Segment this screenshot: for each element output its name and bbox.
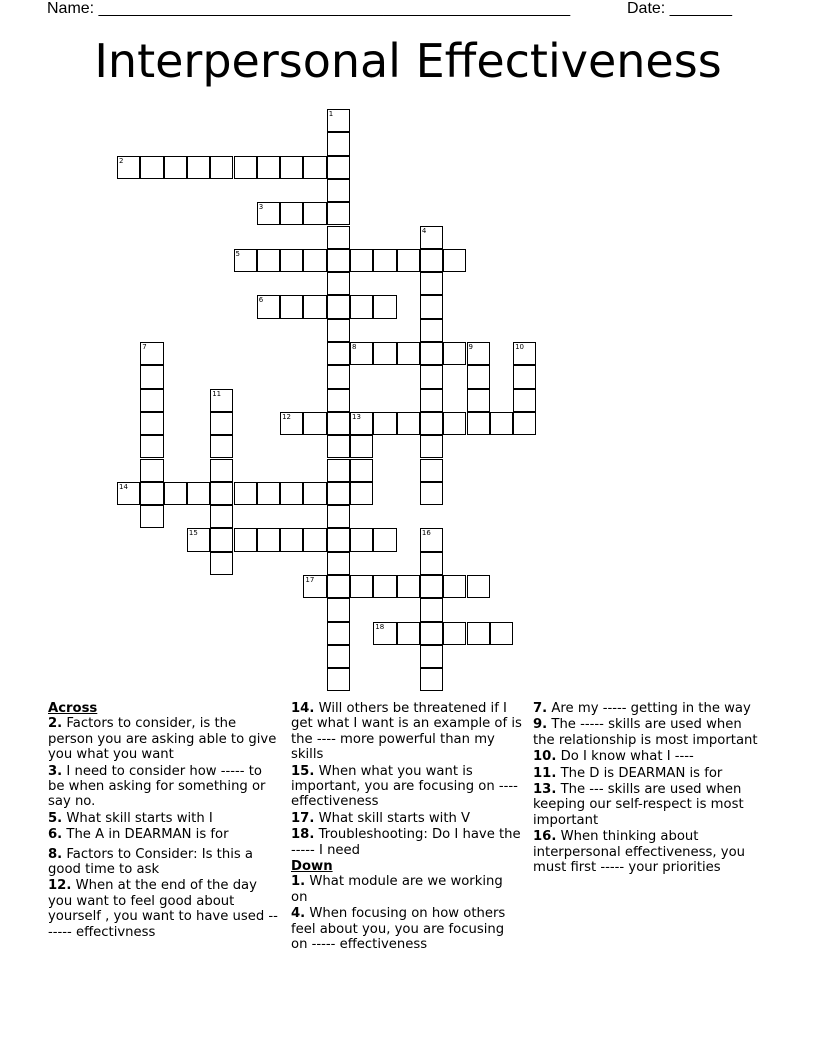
grid-cell[interactable]: [373, 528, 396, 551]
clue-across-15: 15. When what you want is important, you are focusing on ---- effectiveness: [291, 763, 518, 810]
grid-cell[interactable]: [303, 528, 326, 551]
grid-cell[interactable]: [467, 575, 490, 598]
grid-cell[interactable]: [280, 202, 303, 225]
grid-cell[interactable]: [303, 249, 326, 272]
grid-cell[interactable]: [327, 459, 350, 482]
grid-cell[interactable]: [327, 622, 350, 645]
grid-cell[interactable]: [280, 482, 303, 505]
grid-cell[interactable]: [350, 482, 373, 505]
grid-cell[interactable]: [443, 575, 466, 598]
clue-number-label: 11: [212, 389, 222, 398]
clue-number-label: 12: [282, 412, 292, 421]
grid-cell[interactable]: [443, 412, 466, 435]
grid-cell[interactable]: [467, 389, 490, 412]
clue-number-label: 17: [305, 576, 315, 584]
clue-number-label: 4: [421, 226, 427, 235]
clue-down-1: 1. What module are we working on: [291, 874, 503, 905]
grid-cell[interactable]: [280, 295, 303, 318]
grid-cell[interactable]: [467, 622, 490, 645]
grid-cell[interactable]: [327, 365, 350, 388]
down-heading: Down: [291, 859, 333, 875]
grid-cell[interactable]: [513, 412, 536, 435]
grid-cell[interactable]: [513, 365, 536, 388]
grid-cell[interactable]: [327, 202, 350, 225]
grid-cell[interactable]: [327, 179, 350, 202]
grid-cell[interactable]: [397, 622, 420, 645]
grid-cell[interactable]: [327, 505, 350, 528]
clue-number-label: 14: [119, 482, 128, 491]
grid-cell[interactable]: [420, 295, 443, 318]
grid-cell[interactable]: [280, 528, 303, 551]
grid-cell[interactable]: [303, 156, 326, 179]
grid-cell[interactable]: [350, 528, 373, 551]
clue-across-8: 8. Factors to Consider: Is this a good time to ask: [48, 846, 254, 878]
grid-cell[interactable]: [303, 482, 326, 505]
grid-cell[interactable]: [234, 528, 257, 551]
grid-cell[interactable]: [327, 132, 350, 155]
grid-cell[interactable]: [164, 482, 187, 505]
clue-across-17: 17. What skill starts with V: [291, 810, 471, 826]
grid-cell[interactable]: [467, 412, 490, 435]
grid-cell[interactable]: [327, 645, 350, 668]
grid-cell[interactable]: [327, 272, 350, 295]
clue-column-3: [533, 701, 765, 876]
grid-cell[interactable]: [420, 482, 443, 505]
grid-cell[interactable]: [210, 435, 233, 458]
grid-cell[interactable]: [257, 528, 280, 551]
grid-cell[interactable]: [187, 156, 210, 179]
clue-down-9: 9. The ----- skills are used when the relationship is most important: [533, 717, 758, 748]
grid-cell[interactable]: [350, 295, 373, 318]
page-title: Interpersonal Effectiveness: [94, 34, 722, 88]
grid-cell[interactable]: [373, 412, 396, 435]
grid-cell[interactable]: [140, 365, 163, 388]
grid-cell[interactable]: [373, 342, 396, 365]
grid-cell[interactable]: [397, 249, 420, 272]
grid-cell[interactable]: [164, 156, 187, 179]
clue-number-label: 15: [188, 529, 198, 538]
grid-cell[interactable]: [443, 249, 466, 272]
grid-cell[interactable]: [234, 156, 257, 179]
grid-cell[interactable]: [350, 249, 373, 272]
clue-number-label: 2: [119, 156, 124, 165]
grid-cell[interactable]: [303, 202, 326, 225]
grid-cell[interactable]: [327, 295, 350, 318]
grid-cell[interactable]: [327, 389, 350, 412]
clue-down-10: 10. Do I know what I ----: [533, 749, 694, 765]
grid-cell[interactable]: [327, 668, 350, 691]
grid-cell[interactable]: [397, 575, 420, 598]
grid-cell[interactable]: [327, 319, 350, 342]
grid-cell[interactable]: [420, 365, 443, 388]
grid-cell[interactable]: [327, 528, 350, 551]
clue-across-5: 5. What skill starts with I: [48, 810, 213, 826]
clue-number-label: 7: [142, 343, 147, 351]
clue-number-label: 3: [258, 203, 264, 212]
grid-cell[interactable]: [490, 622, 513, 645]
clue-down-11: 11. The D is DEARMAN is for: [533, 765, 723, 781]
grid-cell[interactable]: [327, 226, 350, 249]
grid-cell[interactable]: [303, 412, 326, 435]
clue-down-13: 13. The --- skills are used when keeping our self-respect is most important: [533, 782, 744, 828]
grid-cell[interactable]: [350, 435, 373, 458]
grid-cell[interactable]: [210, 459, 233, 482]
grid-cell[interactable]: [327, 156, 350, 179]
grid-cell[interactable]: [210, 482, 233, 505]
clue-down-16: 16. When thinking about interpersonal effectiveness, you must first ----- your priorities: [533, 829, 746, 876]
grid-cell[interactable]: [257, 156, 280, 179]
grid-cell[interactable]: [397, 342, 420, 365]
grid-cell[interactable]: [140, 505, 163, 528]
name-field[interactable]: Name: _____________________________________________________: [47, 0, 571, 17]
grid-cell[interactable]: [210, 505, 233, 528]
grid-cell[interactable]: [420, 575, 443, 598]
grid-cell[interactable]: [327, 552, 350, 575]
grid-cell[interactable]: [350, 575, 373, 598]
grid-cell[interactable]: [257, 482, 280, 505]
grid-cell[interactable]: [467, 365, 490, 388]
grid-cell[interactable]: [420, 319, 443, 342]
grid-cell[interactable]: [327, 412, 350, 435]
grid-cell[interactable]: [234, 482, 257, 505]
clue-number-label: 10: [515, 343, 525, 351]
clue-across-2: 2. Factors to consider, is the person you are asking able to give you what you want: [48, 716, 277, 763]
clue-across-18: 18. Troubleshooting: Do I have the ----- I need: [291, 827, 521, 858]
clue-number-label: 18: [375, 622, 385, 631]
clue-number-label: 1: [328, 110, 334, 118]
grid-cell[interactable]: [210, 528, 233, 551]
grid-cell[interactable]: [327, 482, 350, 505]
grid-cell[interactable]: [443, 342, 466, 365]
clue-number-label: 6: [258, 296, 264, 305]
grid-cell[interactable]: [420, 435, 443, 458]
grid-cell[interactable]: [303, 295, 326, 318]
grid-cell[interactable]: [420, 622, 443, 645]
grid-cell[interactable]: [140, 435, 163, 458]
grid-cell[interactable]: [140, 482, 163, 505]
grid-cell[interactable]: [420, 342, 443, 365]
grid-cell[interactable]: [420, 272, 443, 295]
grid-cell[interactable]: [257, 249, 280, 272]
grid-cell[interactable]: [513, 389, 536, 412]
clue-down-4: 4. When focusing on how others feel about you, you are focusing on ----- effectiveness: [291, 906, 506, 953]
grid-cell[interactable]: [420, 459, 443, 482]
grid-cell[interactable]: [140, 412, 163, 435]
grid-cell[interactable]: [210, 412, 233, 435]
clue-column-2: [291, 701, 523, 954]
grid-cell[interactable]: [373, 249, 396, 272]
grid-cell[interactable]: [420, 389, 443, 412]
grid-cell[interactable]: [140, 389, 163, 412]
date-field[interactable]: Date: _______: [627, 0, 732, 17]
grid-cell[interactable]: [420, 598, 443, 621]
grid-cell[interactable]: [420, 645, 443, 668]
clue-number-label: 9: [468, 343, 473, 351]
across-heading: Across: [48, 701, 98, 716]
grid-cell[interactable]: [490, 412, 513, 435]
grid-cell[interactable]: [210, 156, 233, 179]
clue-number-label: 16: [421, 529, 431, 538]
grid-cell[interactable]: [397, 412, 420, 435]
clue-number-label: 13: [352, 412, 361, 421]
clue-across-6: 6. The A in DEARMAN is for: [48, 827, 229, 843]
grid-cell[interactable]: [140, 156, 163, 179]
grid-cell[interactable]: [280, 156, 303, 179]
clue-across-14: 14. Will others be threatened if I get what I want is an example of is the ---- more powerful than my skills: [291, 701, 522, 763]
clue-across-3: 3. I need to consider how ----- to be when asking for something or say no.: [48, 763, 266, 810]
clue-column-1: [48, 701, 280, 941]
grid-cell[interactable]: [420, 668, 443, 691]
grid-cell[interactable]: [140, 459, 163, 482]
grid-cell[interactable]: [420, 412, 443, 435]
clue-across-12: 12. When at the end of the day you want to feel good about yourself , you want to have used ------- effectivness: [48, 878, 278, 940]
grid-cell[interactable]: [280, 249, 303, 272]
grid-cell[interactable]: [420, 552, 443, 575]
grid-cell[interactable]: [327, 575, 350, 598]
grid-cell[interactable]: [373, 295, 396, 318]
grid-cell[interactable]: [210, 552, 233, 575]
grid-cell[interactable]: [327, 342, 350, 365]
grid-cell[interactable]: [443, 622, 466, 645]
grid-cell[interactable]: [187, 482, 210, 505]
grid-cell[interactable]: [327, 249, 350, 272]
clue-number-label: 8: [352, 343, 357, 351]
clue-number-label: 5: [235, 249, 240, 258]
grid-cell[interactable]: [350, 459, 373, 482]
grid-cell[interactable]: [373, 575, 396, 598]
grid-cell[interactable]: [327, 598, 350, 621]
clue-down-7: 7. Are my ----- getting in the way: [533, 701, 751, 716]
grid-cell[interactable]: [420, 249, 443, 272]
grid-cell[interactable]: [327, 435, 350, 458]
